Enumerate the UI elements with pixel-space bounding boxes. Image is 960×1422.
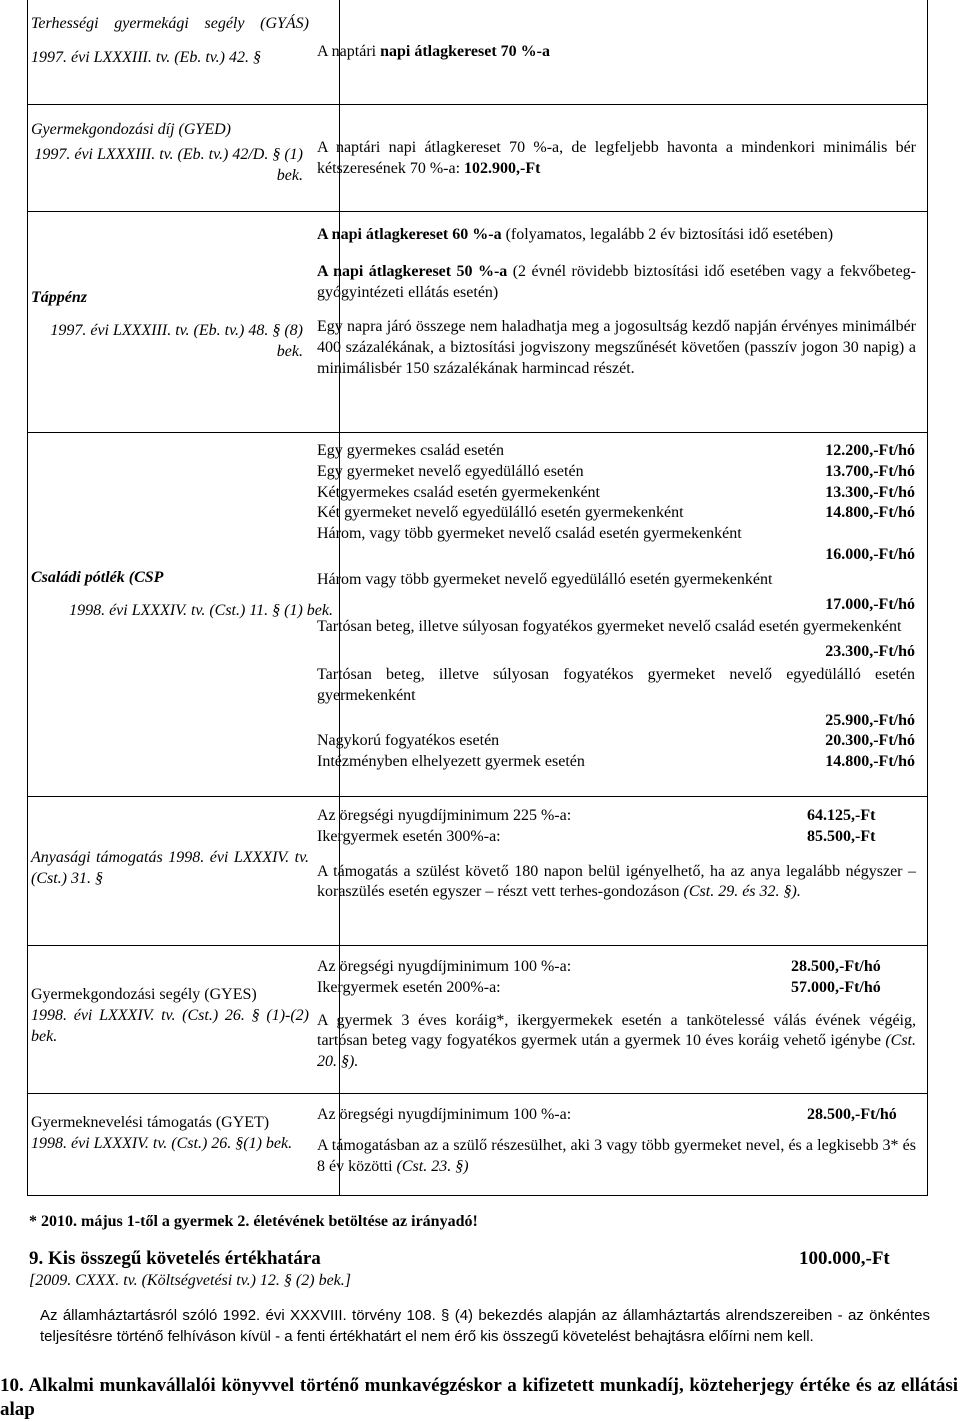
gyed-name: Gyermekgondozási díj (GYED): [31, 121, 231, 138]
gyas-right-cell: [317, 42, 916, 63]
anyasagi-left-cell: [31, 848, 336, 890]
anyasagi-right-cell: [317, 806, 916, 903]
csp-item-label: Nagykorú fogyatékos esetén: [317, 732, 500, 750]
gyed-desc-bold: 102.900,-Ft: [464, 159, 541, 177]
anyasagi-row-2: [317, 827, 916, 848]
row-divider: [28, 432, 927, 433]
csp-item-amount: 14.800,-Ft/hó: [825, 753, 915, 771]
csp-item: [317, 617, 915, 663]
gyes-law: 1998. évi LXXXIV. tv. (Cst.) 26. § (1)-(2) bek.: [31, 1006, 309, 1045]
gyet-name: Gyermeknevelési támogatás (GYET): [31, 1114, 270, 1131]
gyes-name: Gyermekgondozási segély (GYES): [31, 986, 257, 1003]
footnote: * 2010. május 1-től a gyermek 2. életévének betöltése az irányadó!: [29, 1213, 478, 1230]
csp-item-label: Három vagy több gyermeket nevelő egyedülálló esetén gyermekenként: [317, 570, 773, 588]
csp-item-label: Két gyermeket nevelő egyedülálló esetén gyermekenként: [317, 504, 684, 522]
csp-item-amount: 14.800,-Ft/hó: [825, 504, 915, 522]
tappenz-law: 1997. évi LXXXIII. tv. (Eb. tv.) 48. § (8) bek.: [50, 321, 303, 360]
tappenz-p2-text: (2 évnél rövidebb biztosítási idő esetében vagy a fekvőbeteg-gyógyintézeti ellátás esetén): [317, 262, 916, 301]
row-divider: [28, 104, 927, 105]
gyet-right-cell: [317, 1105, 916, 1177]
section-9-title: 9. Kis összegű követelés értékhatára: [29, 1248, 321, 1269]
csp-item-amount: 25.900,-Ft/hó: [825, 711, 915, 729]
gyes-left-cell: [31, 985, 336, 1047]
anyasagi-row-1: [317, 806, 916, 827]
csp-right-cell: [317, 441, 916, 773]
csp-item-label: Kétgyermekes család esetén gyermekenként: [317, 483, 600, 501]
gyet-amount-1: 28.500,-Ft/hó: [807, 1106, 897, 1123]
gyas-desc-bold: napi átlagkereset 70 %-a: [380, 43, 551, 60]
section-9-amount: 100.000,-Ft: [799, 1248, 890, 1269]
section-9-desc: Az államháztartásról szóló 1992. évi XXXVIII. törvény 108. § (4) bekezdés alapján az államháztartás alrendszereiben - az önkéntes teljesítésre történő felhíváson kívül - a fenti értékhatárt el nem érő kis összegű követelést behajtásra előírni nem kell.: [40, 1307, 930, 1345]
gyes-label-2: Ikergyermek esetén 200%-a:: [317, 978, 501, 996]
csp-item-list: [317, 441, 915, 773]
csp-item: [317, 441, 915, 462]
gyed-right-cell: [317, 138, 916, 180]
gyet-desc-ref: (Cst. 23. §): [392, 1157, 469, 1175]
tappenz-right-cell: [317, 225, 916, 380]
anyasagi-label-1: Az öregségi nyugdíjminimum 225 %-a:: [317, 807, 572, 824]
row-divider: [28, 211, 927, 212]
gyas-name: Terhességi gyermekági segély (GYÁS): [31, 15, 309, 32]
csp-item-label: Egy gyermeket nevelő egyedülálló esetén: [317, 462, 584, 480]
section-9-header: [29, 1247, 909, 1272]
gyes-desc: [317, 1011, 916, 1073]
csp-item: [317, 665, 915, 731]
gyes-amount-1: 28.500,-Ft/hó: [791, 958, 881, 975]
csp-item-label: Egy gyermekes család esetén: [317, 442, 505, 459]
anyasagi-label-2: Ikergyermek esetén 300%-a:: [317, 827, 501, 845]
gyet-desc-text: A támogatásban az a szülő részesülhet, aki 3 vagy több gyermeket nevel, és a legkisebb 3* és 8 év közötti: [317, 1136, 916, 1175]
gyet-left-cell: [31, 1113, 336, 1155]
anyasagi-name: Anyasági támogatás 1998. évi LXXXIV. tv. (Cst.) 31. §: [31, 849, 309, 887]
csp-item: [317, 731, 915, 752]
tappenz-p2-bold: A napi átlagkereset 50 %-a: [317, 262, 508, 280]
gyes-label-1: Az öregségi nyugdíjminimum 100 %-a:: [317, 958, 572, 975]
gyes-right-cell: [317, 957, 916, 1073]
gyet-label-1: Az öregségi nyugdíjminimum 100 %-a:: [317, 1106, 572, 1123]
tappenz-p3: Egy napra járó összege nem haladhatja meg a jogosultság kezdő napján érvényes minimálbér 400 százalékának, a biztosítási jogviszony megszűnését követően (passzív jogon 30 napig) a minimálisbér 150 százalékának harmincad részét.: [317, 318, 916, 377]
gyed-law: 1997. évi LXXXIII. tv. (Eb. tv.) 42/D. § (1) bek.: [34, 145, 303, 184]
anyasagi-desc: [317, 862, 916, 904]
gyet-desc: [317, 1136, 916, 1178]
anyasagi-amount-2: 85.500,-Ft: [807, 827, 876, 845]
csp-law: 1998. évi LXXXIV. tv. (Cst.) 11. § (1) bek.: [69, 601, 333, 619]
csp-item-amount: 16.000,-Ft/hó: [825, 545, 915, 563]
tappenz-p2: [317, 262, 916, 304]
gyas-left-cell: [31, 14, 336, 69]
gyed-desc: A naptári napi átlagkereset 70 %-a, de legfeljebb havonta a mindenkori minimális bér kétszeresének 70 %-a:: [317, 139, 916, 177]
csp-item: [317, 524, 915, 566]
gyes-row-2: [317, 978, 916, 999]
row-divider: [28, 796, 927, 797]
csp-item: [317, 570, 915, 616]
csp-item-label: Tartósan beteg, illetve súlyosan fogyatékos gyermeket nevelő egyedülálló esetén gyermekenként: [317, 665, 915, 704]
anyasagi-desc-ref: (Cst. 29. és 32. §).: [679, 883, 801, 901]
tappenz-p1: [317, 225, 916, 246]
csp-item-amount: 12.200,-Ft/hó: [825, 442, 915, 459]
gyed-left-cell: [31, 120, 336, 186]
tappenz-name: Táppénz: [31, 289, 87, 306]
csp-item: [317, 752, 915, 773]
csp-item-label: Három, vagy több gyermeket nevelő család esetén gyermekenként: [317, 525, 742, 543]
tappenz-left-cell: [31, 288, 336, 362]
csp-item-amount: 20.300,-Ft/hó: [825, 732, 915, 750]
csp-item-amount: 23.300,-Ft/hó: [825, 643, 915, 661]
csp-item: [317, 462, 915, 483]
gyes-desc-text: A gyermek 3 éves koráig*, ikergyermekek esetén a tankötelessé válás évének végéig, tartósan beteg vagy fogyatékos gyermek után a gyermek 10 éves koráig vehető igénybe: [317, 1011, 916, 1050]
section-9-law: [2009. CXXX. tv. (Költségvetési tv.) 12. § (2) bek.]: [29, 1272, 351, 1289]
gyet-law: 1998. évi LXXXIV. tv. (Cst.) 26. §(1) bek.: [31, 1134, 293, 1152]
anyasagi-desc-text: A támogatás a szülést követő 180 napon belül igényelhető, ha az anya legalább négyszer – koraszülés esetén egyszer – részt vett terhes-gondozáson: [317, 862, 916, 901]
gyas-desc-prefix: A naptári: [317, 43, 381, 60]
row-divider: [28, 945, 927, 946]
gyes-desc-ref: (Cst. 20. §).: [317, 1032, 917, 1071]
gyes-amount-2: 57.000,-Ft/hó: [791, 978, 881, 996]
csp-item-amount: 13.700,-Ft/hó: [825, 462, 915, 480]
csp-left-cell: [31, 568, 336, 622]
tappenz-p1-bold: A napi átlagkereset 60 %-a: [317, 226, 502, 243]
csp-item-label: Intézményben elhelyezett gyermek esetén: [317, 753, 585, 771]
anyasagi-amount-1: 64.125,-Ft: [807, 807, 876, 824]
csp-item-label: Tartósan beteg, illetve súlyosan fogyatékos gyermeket nevelő család esetén gyermekenként: [317, 618, 902, 636]
section-10-title: 10. Alkalmi munkavállalói könyvvel történő munkavégzéskor a kifizetett munkadíj, közteherjegy értéke és az ellátási alap: [0, 1375, 958, 1420]
csp-item: [317, 503, 915, 524]
csp-item-amount: 13.300,-Ft/hó: [825, 483, 915, 501]
gyes-row-1: [317, 957, 916, 978]
gyet-row-1: [317, 1105, 916, 1126]
gyet-title: [31, 1113, 309, 1155]
row-divider: [28, 1093, 927, 1094]
tappenz-p1-text: (folyamatos, legalább 2 év biztosítási idő esetében): [501, 226, 834, 243]
gyas-law: 1997. évi LXXXIII. tv. (Eb. tv.) 42. §: [31, 48, 261, 66]
csp-item-amount: 17.000,-Ft/hó: [825, 595, 915, 613]
benefits-table: [27, 0, 928, 1196]
csp-name: Családi pótlék (CSP: [31, 569, 164, 586]
csp-item: [317, 483, 915, 504]
